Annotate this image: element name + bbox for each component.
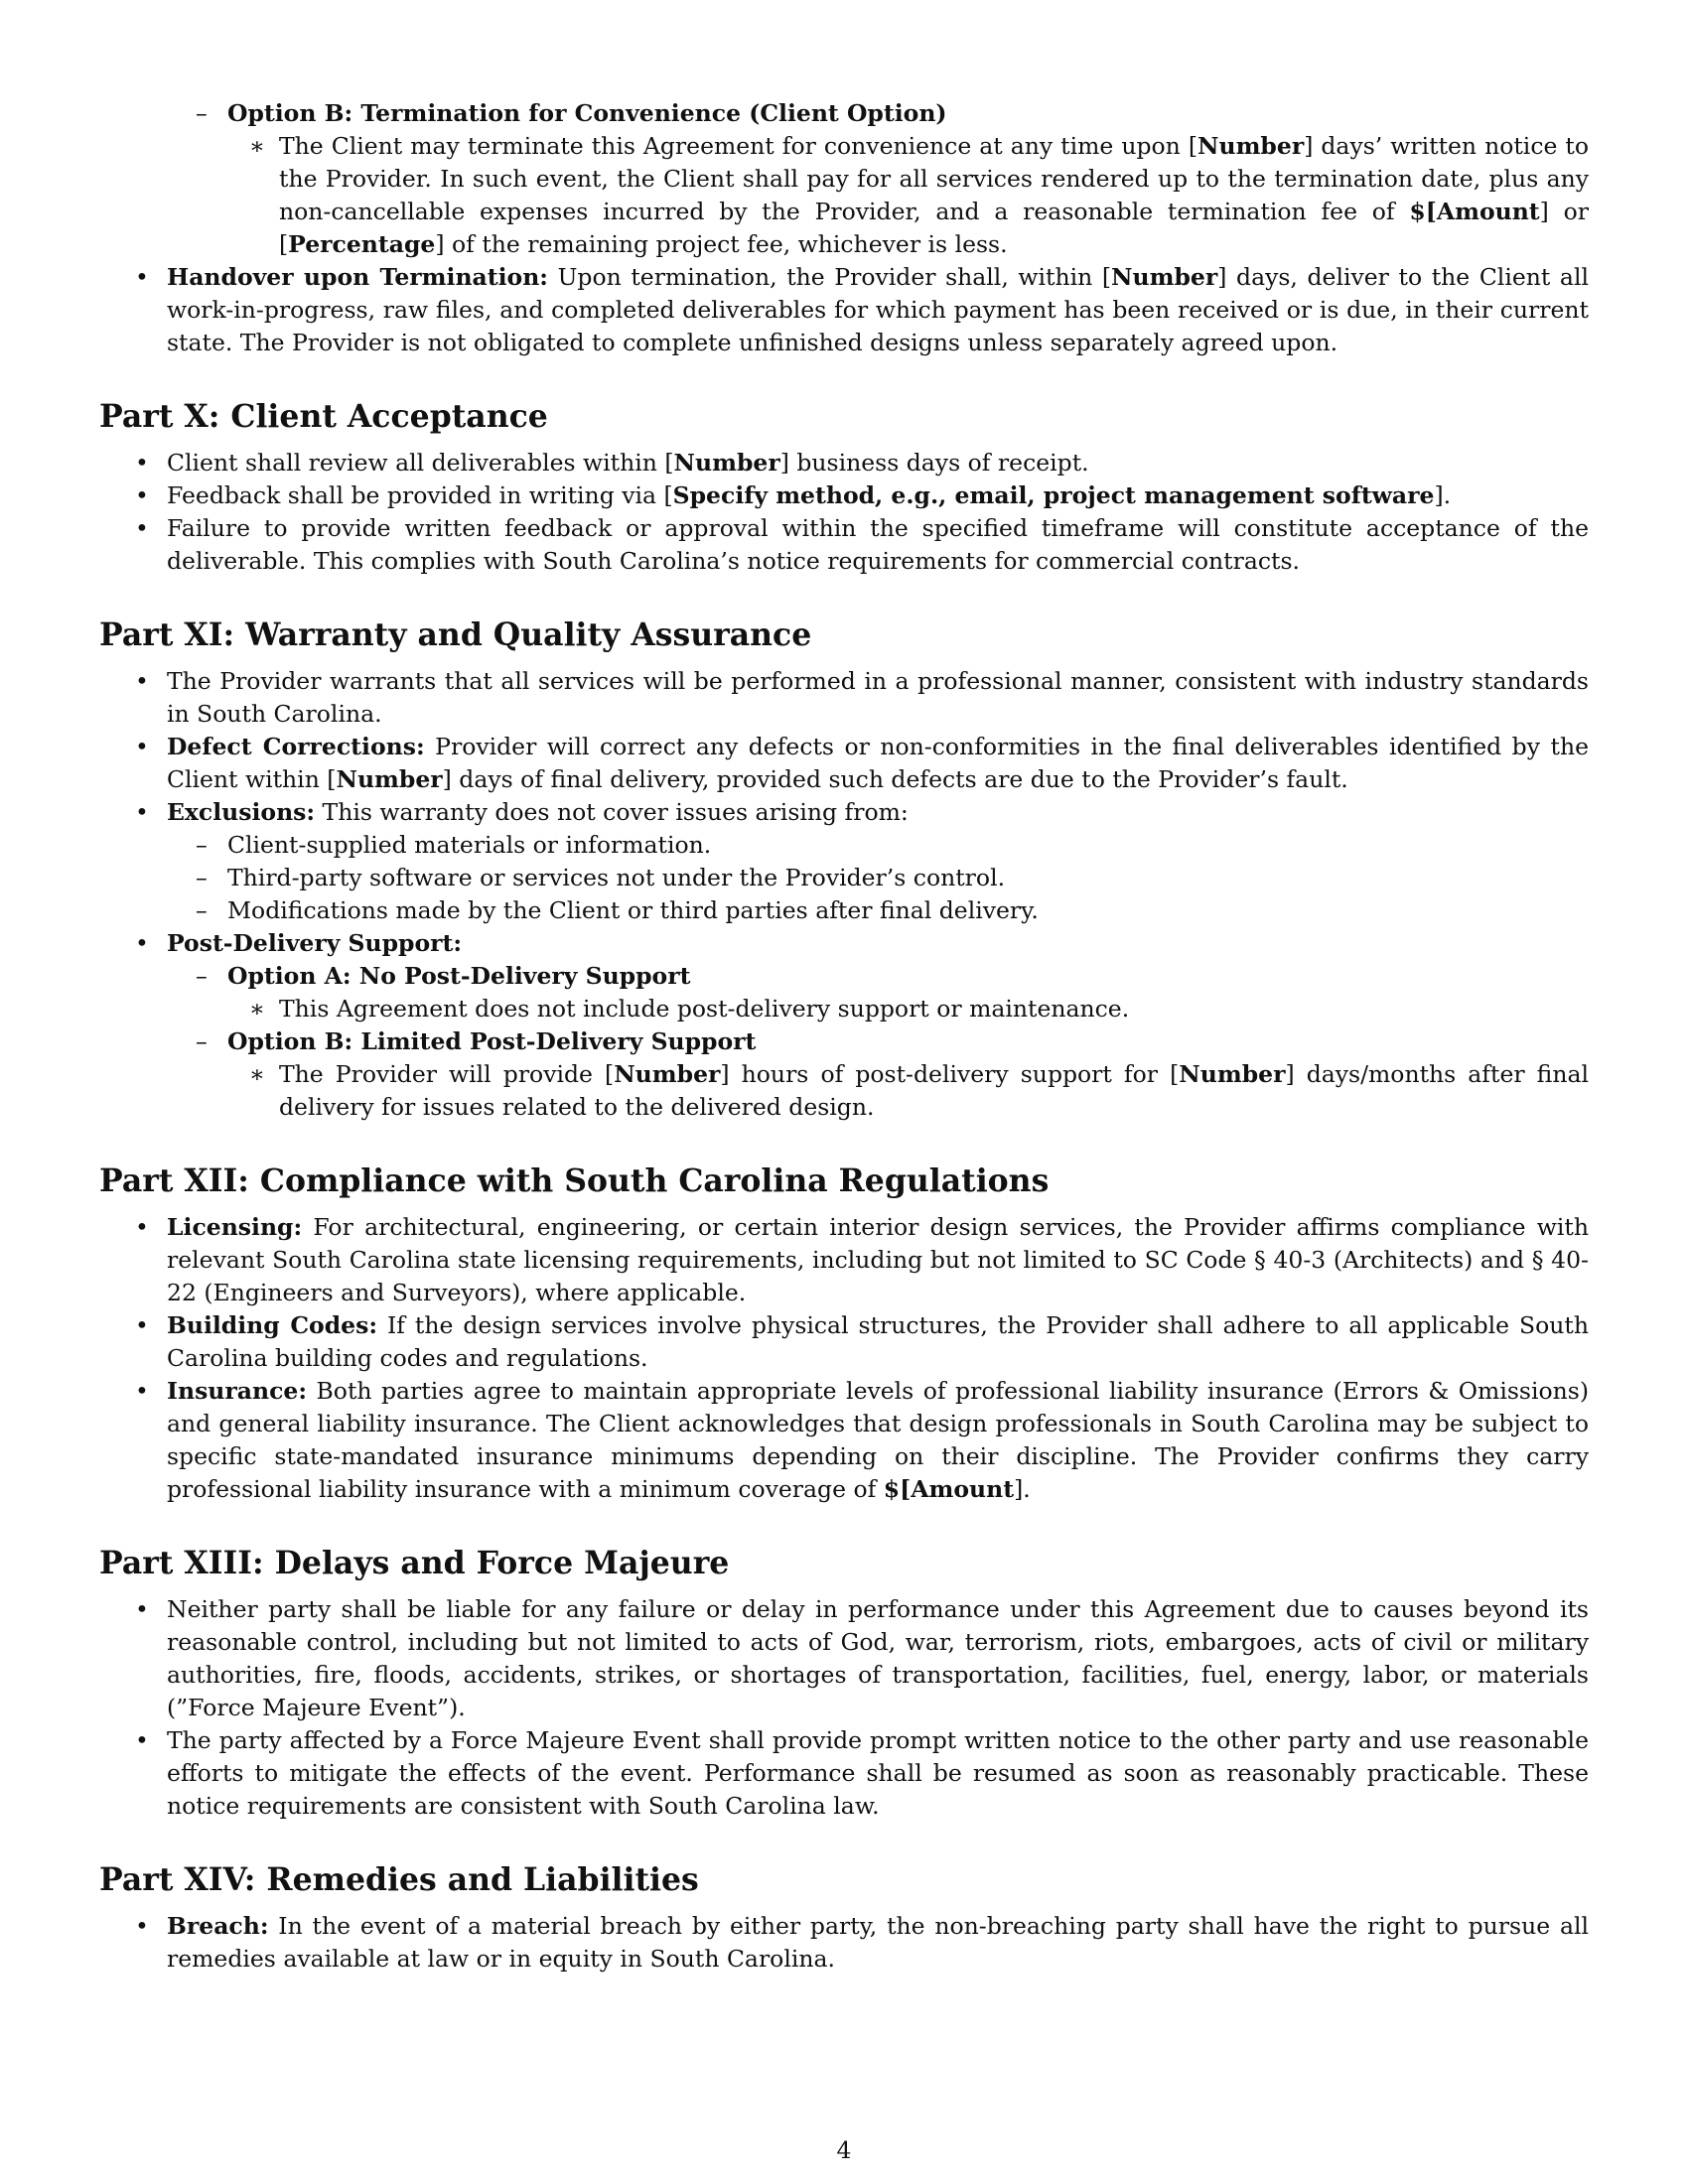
sub-list-item: – Third-party software or services not under the Provider’s control. xyxy=(227,862,1589,894)
dash-bullet: – xyxy=(196,896,208,924)
bullet: • xyxy=(135,929,149,957)
section-heading: Part X: Client Acceptance xyxy=(99,398,548,435)
sub-list-item: – Client-supplied materials or information. xyxy=(227,829,1589,862)
section-part-xiv xyxy=(99,1860,1589,1976)
section-part-xiii xyxy=(99,1544,1589,1823)
asterisk-bullet: ∗ xyxy=(249,132,265,160)
asterisk-bullet: ∗ xyxy=(249,995,265,1023)
list-item: • Licensing: For architectural, engineering, or certain interior design services, the Provider affirms compliance with relevant South Carolina state licensing requirements, including but not limited to SC Code § 40-3 (Architects) and § 40-22 (Engineers and Surveyors), where applicable. xyxy=(135,1213,1589,1306)
bullet: • xyxy=(135,798,149,826)
bullet: • xyxy=(135,733,149,760)
list-item: • Post-Delivery Support: xyxy=(167,927,1589,960)
bullet: • xyxy=(135,1595,149,1623)
list-item: • Neither party shall be liable for any failure or delay in performance under this Agreement due to causes beyond its reasonable control, including but not limited to acts of God, war, terrorism, riots, embargoes, acts of civil or military authorities, fire, floods, accidents, strikes, or shortages of transportation, facilities, fuel, energy, labor, or materials (”Force Majeure Event”). xyxy=(135,1595,1589,1721)
list-item: • Insurance: Both parties agree to maintain appropriate levels of professional liability insurance (Errors & Omissions) and general liability insurance. The Client acknowledges that design professionals in South Carolina may be subject to specific state-mandated insurance minimums depending on their discipline. The Provider confirms they carry professional liability insurance with a minimum coverage of $[Amount]. xyxy=(135,1377,1589,1503)
bullet: • xyxy=(135,481,149,509)
termination-option-b-text: ∗ The Client may terminate this Agreement for convenience at any time upon [Number] days’ written notice to the Provider. In such event, the Client shall pay for all services rendered up to the termination date, plus any non-cancellable expenses incurred by the Provider, and a reasonable termination fee of $[Amount] or [Percentage] of the remaining project fee, whichever is less. xyxy=(249,132,1589,258)
sub-list-item: – Option B: Limited Post-Delivery Support xyxy=(227,1025,1589,1058)
section-part-xii xyxy=(99,1161,1589,1506)
list-item: • Defect Corrections: Provider will correct any defects or non-conformities in the final deliverables identified by the Client within [Number] days of final delivery, provided such defects are due to the Provider’s fault. xyxy=(135,733,1590,793)
section-heading: Part XIII: Delays and Force Majeure xyxy=(99,1545,730,1581)
bullet: • xyxy=(135,1213,149,1241)
sub-sub-list-item: ∗ This Agreement does not include post-delivery support or maintenance. xyxy=(279,993,1589,1025)
bullet: • xyxy=(135,1377,149,1405)
section-heading: Part XI: Warranty and Quality Assurance xyxy=(99,616,812,653)
asterisk-bullet: ∗ xyxy=(249,1060,265,1088)
bullet: • xyxy=(135,514,149,542)
section-heading: Part XIV: Remedies and Liabilities xyxy=(99,1861,699,1898)
handover-item: • Handover upon Termination: Upon termination, the Provider shall, within [Number] days, deliver to the Client all work-in-progress, raw files, and completed deliverables for which payment has been received or is due, in their current state. The Provider is not obligated to complete unfinished designs unless separately agreed upon. xyxy=(135,263,1589,356)
bullet: • xyxy=(135,1311,149,1339)
dash-bullet: – xyxy=(196,1027,208,1055)
list-item: • Client shall review all deliverables within [Number] business days of receipt. xyxy=(167,447,1589,479)
dash-bullet: – xyxy=(196,831,208,859)
sub-sub-list-item: ∗ The Provider will provide [Number] hours of post-delivery support for [Number] days/months after final delivery for issues related to the delivered design. xyxy=(249,1060,1590,1121)
bullet: • xyxy=(135,263,149,291)
document-content xyxy=(99,97,1589,1976)
section-part-xi xyxy=(99,615,1589,1124)
dash-bullet: – xyxy=(196,99,208,127)
bullet: • xyxy=(135,667,149,695)
section-heading: Part XII: Compliance with South Carolina Regulations xyxy=(99,1162,1050,1199)
termination-option-b xyxy=(196,97,1589,130)
bullet: • xyxy=(135,1912,149,1940)
bullet: • xyxy=(135,1726,149,1754)
dash-bullet: – xyxy=(196,864,208,891)
option-b-title: Option B: Termination for Convenience (Client Option) xyxy=(227,99,947,127)
sub-list-item: – Option A: No Post-Delivery Support xyxy=(227,960,1589,993)
list-item: • Breach: In the event of a material breach by either party, the non-breaching party shall have the right to pursue all remedies available at law or in equity in South Carolina. xyxy=(135,1912,1589,1973)
dash-bullet: – xyxy=(196,962,208,990)
list-item: • Exclusions: This warranty does not cover issues arising from: xyxy=(167,796,1589,829)
list-item: • The party affected by a Force Majeure Event shall provide prompt written notice to the other party and use reasonable efforts to mitigate the effects of the event. Performance shall be resumed as soon as reasonably practicable. These notice requirements are consistent with South Carolina law. xyxy=(135,1726,1589,1820)
list-item: • Failure to provide written feedback or approval within the specified timeframe will constitute acceptance of the deliverable. This complies with South Carolina’s notice requirements for commercial contracts. xyxy=(135,514,1589,575)
list-item: • Building Codes: If the design services involve physical structures, the Provider shall adhere to all applicable South Carolina building codes and regulations. xyxy=(135,1311,1590,1372)
section-part-x xyxy=(99,397,1589,578)
list-item: • The Provider warrants that all services will be performed in a professional manner, consistent with industry standards in South Carolina. xyxy=(135,667,1589,728)
page-number: 4 xyxy=(836,2136,852,2164)
list-item: • Feedback shall be provided in writing via [Specify method, e.g., email, project management software]. xyxy=(167,479,1589,512)
sub-list-item: – Modifications made by the Client or third parties after final delivery. xyxy=(227,894,1589,927)
bullet: • xyxy=(135,449,149,477)
